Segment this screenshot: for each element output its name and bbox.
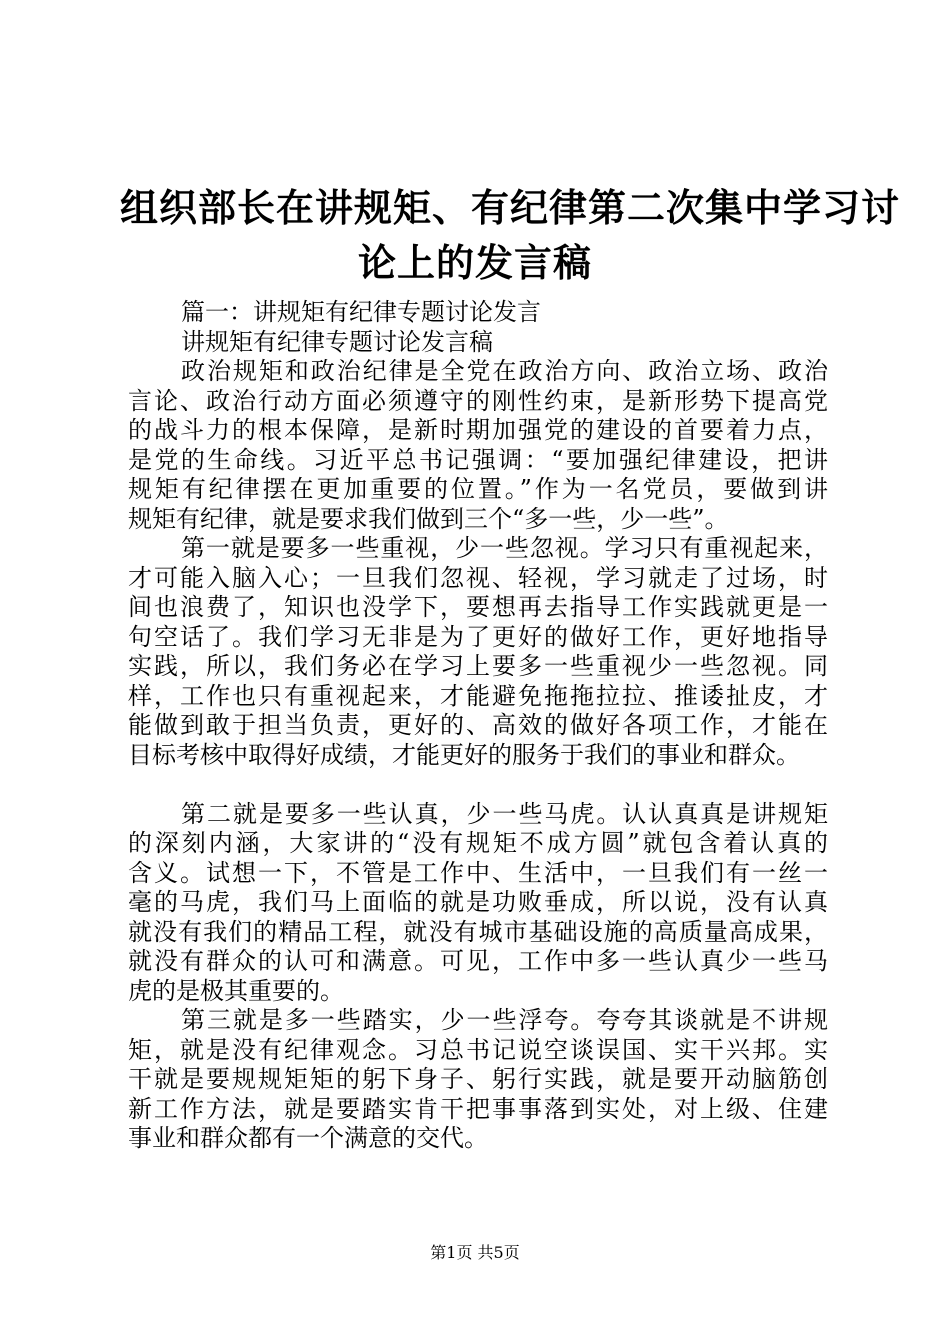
text-line: 第三就是多一些踏实，少一些浮夸。夸夸其谈就是不讲规: [181, 1006, 828, 1034]
text-line: 新工作方法，就是要踏实肯干把事事落到实处，对上级、住建: [128, 1094, 828, 1123]
page-footer: 第1页 共5页: [430, 1243, 520, 1262]
text-line: 句空话了。我们学习无非是为了更好的做好工作，更好地指导: [128, 622, 828, 651]
text-line: 政治规矩和政治纪律是全党在政治方向、政治立场、政治: [181, 357, 828, 385]
text-line: 干就是要规规矩矩的躬下身子、躬行实践，就是要开动脑筋创: [128, 1065, 828, 1093]
text-line: 才可能入脑入心；一旦我们忽视、轻视，学习就走了过场，时: [128, 563, 828, 592]
document-title-line-1: 组织部长在讲规矩、有纪律第二次集中学习讨: [120, 186, 901, 230]
text-line: 第一就是要多一些重视，少一些忽视。学习只有重视起来，: [181, 534, 828, 562]
text-line: 目标考核中取得好成绩，才能更好的服务于我们的事业和群众。: [128, 740, 800, 769]
blank-line: [128, 770, 828, 800]
text-line: 的战斗力的根本保障，是新时期加强党的建设的首要着力点，: [128, 416, 828, 444]
section-heading: 篇一：讲规矩有纪律专题讨论发言: [181, 298, 541, 326]
text-line: 含义。试想一下，不管是工作中、生活中，一旦我们有一丝一: [128, 858, 828, 887]
text-line: 样，工作也只有重视起来，才能避免拖拖拉拉、推诿扯皮，才: [128, 681, 828, 710]
text-line: 能做到敢于担当负责，更好的、高效的做好各项工作，才能在: [128, 711, 828, 739]
subheading: 讲规矩有纪律专题讨论发言稿: [181, 327, 493, 356]
text-line: 间也浪费了，知识也没学下，要想再去指导工作实践就更是一: [128, 593, 828, 621]
text-line: 矩，就是没有纪律观念。习总书记说空谈误国、实干兴邦。实: [128, 1035, 828, 1064]
text-line: 规矩有纪律，就是要求我们做到三个“多一些，少一些”。: [128, 504, 729, 533]
text-line: 实践，所以，我们务必在学习上要多一些重视少一些忽视。同: [128, 652, 828, 680]
text-line: 事业和群众都有一个满意的交代。: [128, 1124, 488, 1152]
text-line: 就没有我们的精品工程，就没有城市基础设施的高质量高成果，: [128, 917, 828, 946]
text-line: 虎的是极其重要的。: [128, 976, 344, 1005]
document-body: [128, 298, 828, 1154]
text-line: 第二就是要多一些认真，少一些马虎。认认真真是讲规矩: [181, 799, 828, 828]
text-line: 毫的马虎，我们马上面临的就是功败垂成，所以说，没有认真: [128, 888, 828, 916]
text-line: 言论、政治行动方面必须遵守的刚性约束，是新形势下提高党: [128, 386, 828, 415]
text-line: 的深刻内涵，大家讲的“没有规矩不成方圆”就包含着认真的: [128, 829, 828, 857]
text-line: 就没有群众的认可和满意。可见，工作中多一些认真少一些马: [128, 947, 828, 975]
document-title-line-2: 论上的发言稿: [357, 241, 592, 285]
text-line: 是党的生命线。习近平总书记强调：“要加强纪律建设，把讲: [128, 445, 828, 474]
text-line: 规矩有纪律摆在更加重要的位置。”作为一名党员，要做到讲: [128, 475, 828, 503]
